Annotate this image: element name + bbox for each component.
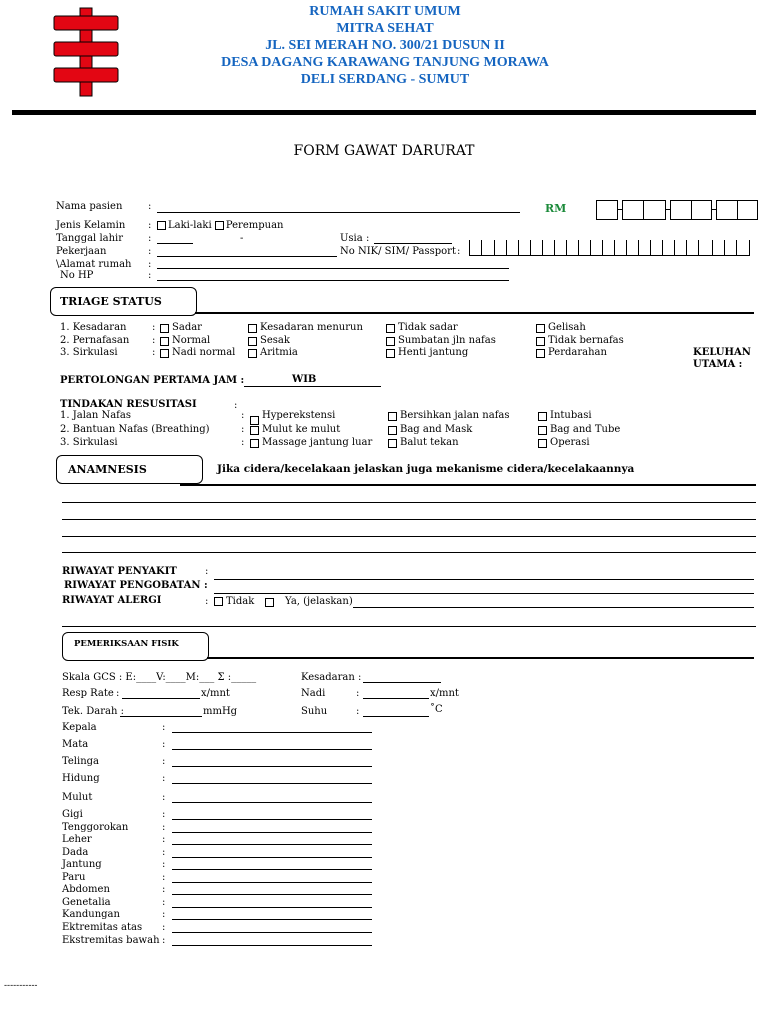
organ-field[interactable] (172, 869, 372, 870)
colon: : (152, 335, 156, 346)
colon: : (457, 246, 461, 257)
organ-label: Mulut (62, 792, 93, 803)
nik-digit-divider (674, 240, 675, 256)
resusitasi-option-checkbox[interactable] (250, 426, 259, 435)
pertolongan-label: PERTOLONGAN PERTAMA JAM : (60, 375, 245, 386)
resusitasi-option-label: Mulut ke mulut (262, 424, 341, 435)
resusitasi-option-label: Operasi (550, 437, 590, 448)
colon: : (162, 756, 166, 767)
form-title: FORM GAWAT DARURAT (293, 143, 475, 159)
riwayat-pengobatan-label: RIWAYAT PENGOBATAN : (64, 580, 208, 591)
colon: : (162, 935, 166, 946)
no-hp-field[interactable] (157, 280, 509, 281)
nik-digit-divider (469, 240, 470, 256)
tekanan-darah-label: Tek. Darah : (62, 706, 124, 717)
nik-digit-divider (578, 240, 579, 256)
resusitasi-option-label: Intubasi (550, 410, 592, 421)
resusitasi-option-checkbox[interactable] (388, 426, 397, 435)
anamnesis-rule (180, 484, 756, 486)
nama-pasien-field[interactable] (157, 212, 520, 213)
colon: : (152, 322, 156, 333)
nik-digit-divider (506, 240, 507, 256)
laki-label: Laki-laki (168, 220, 212, 231)
colon: : (162, 884, 166, 895)
fisik-title: PEMERIKSAAN FISIK (74, 639, 179, 649)
resusitasi-option-label: Massage jantung luar (262, 437, 373, 448)
organ-field[interactable] (172, 882, 372, 883)
triage-option-checkbox[interactable] (386, 324, 395, 333)
alamat-label: \Alamat rumah (56, 259, 132, 270)
hospital-name-line1: RUMAH SAKIT UMUM (309, 4, 461, 19)
organ-field[interactable] (172, 945, 372, 946)
riwayat-penyakit-label: RIWAYAT PENYAKIT (62, 566, 177, 577)
organ-label: Jantung (62, 859, 102, 870)
resusitasi-option-label: Balut tekan (400, 437, 459, 448)
resusitasi-option-checkbox[interactable] (388, 439, 397, 448)
resusitasi-option-checkbox[interactable] (538, 439, 547, 448)
triage-option-checkbox[interactable] (386, 337, 395, 346)
colon: : (356, 688, 360, 699)
colon: : (162, 773, 166, 784)
organ-label: Hidung (62, 773, 100, 784)
hospital-address-line1: JL. SEI MERAH NO. 300/21 DUSUN II (265, 38, 505, 53)
wib-label: WIB (292, 374, 317, 385)
colon: : (241, 437, 245, 448)
triage-option-checkbox[interactable] (160, 349, 169, 358)
triage-option-label: Normal (172, 335, 211, 346)
organ-label: Ektremitas atas (62, 922, 143, 933)
organ-field[interactable] (172, 802, 372, 803)
organ-field[interactable] (172, 832, 372, 833)
jenis-kelamin-label: Jenis Kelamin (56, 220, 126, 231)
gender-options (157, 220, 283, 231)
resusitasi-option-label: Bag and Tube (550, 424, 621, 435)
triage-option-label: Aritmia (260, 347, 298, 358)
triage-option-checkbox[interactable] (160, 324, 169, 333)
colon: : (205, 566, 209, 577)
resusitasi-option-checkbox[interactable] (538, 412, 547, 421)
colon: : (356, 706, 360, 717)
triage-option-label: Sesak (260, 335, 290, 346)
organ-field[interactable] (172, 749, 372, 750)
riwayat-pengobatan-field[interactable] (214, 593, 754, 594)
colon: : (162, 809, 166, 820)
date-dash: - (240, 233, 244, 244)
triage-option-label: Nadi normal (172, 347, 236, 358)
suhu-label: Suhu (301, 706, 328, 717)
colon: : (162, 847, 166, 858)
resusitasi-option-label: Hyperekstensi (262, 410, 336, 421)
triage-option-label: Kesadaran menurun (260, 322, 363, 333)
resusitasi-option-checkbox[interactable] (388, 412, 397, 421)
triage-option-label: Gelisah (548, 322, 586, 333)
nik-digit-divider (712, 240, 713, 256)
resp-rate-label: Resp Rate (62, 688, 114, 699)
organ-label: Paru (62, 872, 86, 883)
colon: : (148, 233, 152, 244)
alergi-ya-label: Ya, (jelaskan) (285, 596, 353, 607)
colon: : (162, 897, 166, 908)
fisik-rule (207, 657, 754, 659)
riwayat-alergi-field[interactable] (353, 607, 754, 608)
suhu-field[interactable] (363, 716, 429, 717)
nik-digit-divider (736, 240, 737, 256)
nik-digit-divider (749, 240, 750, 256)
nik-digit-divider (566, 240, 567, 256)
organ-label: Genetalia (62, 897, 111, 908)
triage-option-label: Sadar (172, 322, 202, 333)
tanggal-lahir-field[interactable] (157, 243, 193, 244)
nik-digit-divider (638, 240, 639, 256)
nik-digit-divider (662, 240, 663, 256)
gcs-field[interactable]: Skala GCS : E:____V:____M:___ Σ :_____ (62, 672, 257, 683)
riwayat-penyakit-field[interactable] (214, 579, 754, 580)
colon: : (162, 922, 166, 933)
resp-rate-field[interactable] (122, 698, 200, 699)
organ-label: Gigi (62, 809, 83, 820)
rm-divider (691, 200, 692, 220)
rm-box[interactable] (622, 200, 666, 220)
suhu-unit: ˚C (430, 704, 443, 715)
nama-pasien-label: Nama pasien (56, 201, 123, 212)
colon: : (148, 246, 152, 257)
no-hp-label: No HP (60, 270, 94, 281)
checkbox-alergi-tidak[interactable] (214, 597, 223, 606)
footer-dashes: ----------- (4, 981, 38, 991)
rm-divider (737, 200, 738, 220)
colon: : (148, 270, 152, 281)
hospital-logo (50, 6, 122, 98)
organ-field[interactable] (172, 907, 372, 908)
nadi-unit: x/mnt (430, 688, 459, 699)
nik-digit-divider (494, 240, 495, 256)
resusitasi-option-checkbox[interactable] (250, 416, 259, 425)
organ-field[interactable] (172, 894, 372, 895)
resusitasi-option-checkbox[interactable] (250, 439, 259, 448)
alamat-field[interactable] (157, 268, 509, 269)
rm-label: RM (545, 202, 567, 215)
nik-digit-divider (698, 240, 699, 256)
nik-digit-divider (481, 240, 482, 256)
colon: : (162, 909, 166, 920)
pekerjaan-label: Pekerjaan (56, 246, 107, 257)
anamnesis-note: Jika cidera/kecelakaan jelaskan juga mekanisme cidera/kecelakaannya (217, 463, 635, 475)
colon: : (148, 259, 152, 270)
rm-divider (643, 200, 644, 220)
colon: : (116, 688, 120, 699)
organ-label: Telinga (62, 756, 100, 767)
nik-digit-divider (530, 240, 531, 256)
resusitasi-row-label: 3. Sirkulasi (60, 437, 118, 448)
anamnesis-line[interactable] (62, 502, 756, 503)
organ-field[interactable] (172, 919, 372, 920)
anamnesis-line[interactable] (62, 519, 756, 520)
usia-label: Usia (340, 233, 363, 244)
colon: : (152, 347, 156, 358)
kesadaran-field[interactable] (363, 682, 441, 683)
triage-row-label: 2. Pernafasan (60, 335, 130, 346)
organ-field[interactable] (172, 844, 372, 845)
nik-baseline (469, 255, 749, 256)
colon: : (366, 233, 370, 244)
alergi-tidak-label: Tidak (226, 596, 255, 607)
colon: : (162, 822, 166, 833)
colon: : (241, 410, 245, 421)
nik-digit-divider (602, 240, 603, 256)
nik-digit-divider (650, 240, 651, 256)
triage-option-label: Perdarahan (548, 347, 607, 358)
triage-option-label: Tidak bernafas (548, 335, 624, 346)
checkbox-alergi-ya[interactable] (265, 598, 274, 607)
perempuan-label: Perempuan (225, 220, 284, 231)
hospital-address-line2: DESA DAGANG KARAWANG TANJUNG MORAWA (221, 55, 549, 70)
colon: : (162, 872, 166, 883)
rm-box[interactable] (596, 200, 618, 220)
triage-option-label: Tidak sadar (398, 322, 458, 333)
riwayat-line[interactable] (62, 626, 756, 627)
nik-digit-divider (724, 240, 725, 256)
colon: : (162, 834, 166, 845)
colon: : (148, 220, 152, 231)
triage-option-checkbox[interactable] (160, 337, 169, 346)
triage-rule (195, 312, 754, 314)
colon: : (234, 400, 238, 411)
colon: : (205, 596, 209, 607)
triage-option-label: Sumbatan jln nafas (398, 335, 496, 346)
tekanan-darah-field[interactable] (120, 716, 202, 717)
triage-row-label: 1. Kesadaran (60, 322, 127, 333)
keluhan-label: KELUHAN (693, 347, 751, 358)
nik-digit-divider (542, 240, 543, 256)
triage-option-checkbox[interactable] (248, 337, 257, 346)
triage-option-label: Henti jantung (398, 347, 469, 358)
organ-label: Kandungan (62, 909, 120, 920)
organ-field[interactable] (172, 857, 372, 858)
resusitasi-title: TINDAKAN RESUSITASI (60, 399, 197, 410)
td-unit: mmHg (203, 706, 238, 717)
nik-digit-divider (518, 240, 519, 256)
anamnesis-title: ANAMNESIS (68, 463, 147, 476)
triage-option-checkbox[interactable] (248, 324, 257, 333)
organ-field[interactable] (172, 766, 372, 767)
colon: : (162, 722, 166, 733)
nik-digit-divider (554, 240, 555, 256)
triage-option-checkbox[interactable] (536, 324, 545, 333)
colon: : (162, 859, 166, 870)
nadi-label: Nadi (301, 688, 326, 699)
resusitasi-row-label: 1. Jalan Nafas (60, 410, 131, 421)
resusitasi-row-label: 2. Bantuan Nafas (Breathing) (60, 424, 210, 435)
organ-field[interactable] (172, 932, 372, 933)
colon: : (162, 739, 166, 750)
header-divider (12, 110, 756, 115)
organ-label: Dada (62, 847, 89, 858)
organ-label: Abdomen (62, 884, 110, 895)
nik-label: No NIK/ SIM/ Passport (340, 246, 456, 257)
triage-option-checkbox[interactable] (248, 349, 257, 358)
organ-field[interactable] (172, 732, 372, 733)
nik-digit-divider (590, 240, 591, 256)
tanggal-lahir-label: Tanggal lahir (56, 233, 124, 244)
organ-label: Mata (62, 739, 89, 750)
triage-option-checkbox[interactable] (386, 349, 395, 358)
colon: : (162, 792, 166, 803)
hospital-name-line2: MITRA SEHAT (336, 21, 434, 36)
kesadaran-label: Kesadaran : (301, 672, 362, 683)
organ-label: Kepala (62, 722, 97, 733)
triage-row-label: 3. Sirkulasi (60, 347, 118, 358)
checkbox-laki[interactable] (157, 221, 166, 230)
nik-digit-divider (614, 240, 615, 256)
colon: : (241, 424, 245, 435)
organ-label: Tenggorokan (62, 822, 129, 833)
pertolongan-field[interactable] (244, 386, 381, 387)
triage-option-checkbox[interactable] (536, 349, 545, 358)
resusitasi-option-label: Bersihkan jalan nafas (400, 410, 510, 421)
colon: : (148, 201, 152, 212)
pekerjaan-field[interactable] (157, 256, 337, 257)
triage-option-checkbox[interactable] (536, 337, 545, 346)
usia-field[interactable] (374, 243, 452, 244)
triage-title: TRIAGE STATUS (60, 295, 162, 308)
nik-digit-divider (626, 240, 627, 256)
anamnesis-line[interactable] (62, 552, 756, 553)
resusitasi-option-checkbox[interactable] (538, 426, 547, 435)
resusitasi-option-label: Bag and Mask (400, 424, 473, 435)
organ-label: Ekstremitas bawah (62, 935, 160, 946)
organ-field[interactable] (172, 783, 372, 784)
organ-field[interactable] (172, 819, 372, 820)
checkbox-perempuan[interactable] (215, 221, 224, 230)
hospital-address-line3: DELI SERDANG - SUMUT (300, 72, 470, 87)
riwayat-alergi-label: RIWAYAT ALERGI (62, 595, 162, 606)
anamnesis-line[interactable] (62, 536, 756, 537)
nadi-field[interactable] (363, 698, 429, 699)
resp-unit: x/mnt (201, 688, 230, 699)
organ-label: Leher (62, 834, 92, 845)
utama-label: UTAMA : (693, 359, 743, 370)
nik-digit-divider (686, 240, 687, 256)
